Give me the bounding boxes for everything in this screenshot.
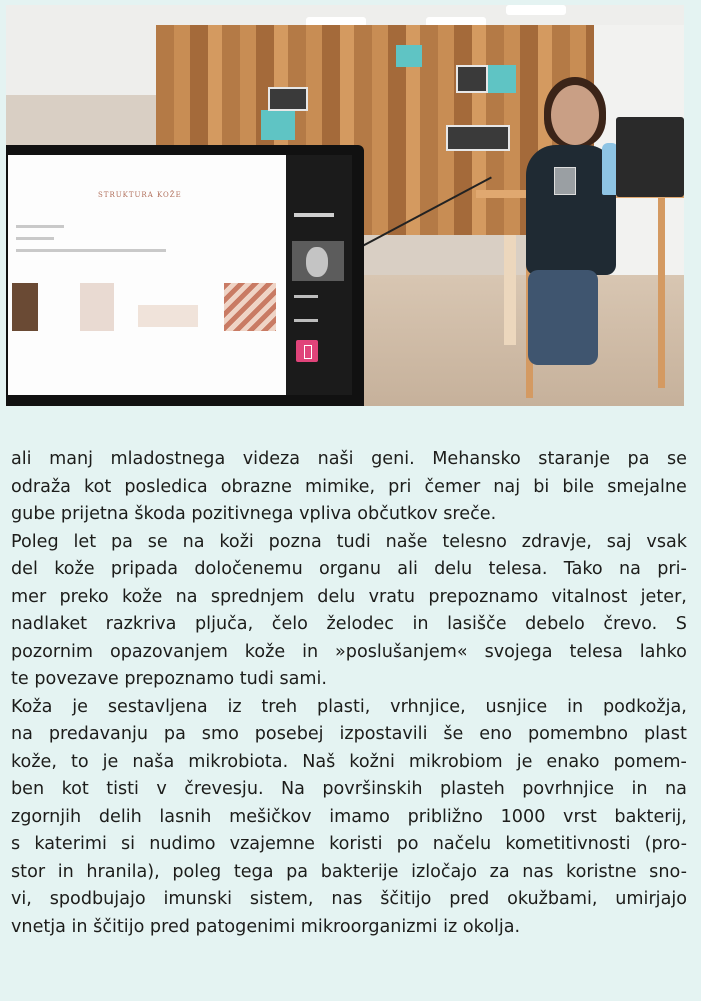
teal-shelf [486,65,516,93]
article-text [11,446,687,941]
teal-shelf [261,110,295,140]
speaker-laptop [616,117,684,197]
speaker-head [551,85,599,145]
article-line: kože, to je naša mikrobiota. Naš kožni mikrobiom je enako pomem- [11,751,687,772]
speaker-legs [528,270,598,365]
slide-text-line [16,225,64,228]
article-line: stor in hranila), poleg tega pa bakterije izločajo za nas koristne sno- [11,861,687,882]
article-line: ali manj mladostnega videza naši geni. Mehansko staranje pa se [11,449,687,469]
panel-label [294,295,318,298]
article-line: gube prijetna škoda pozitivnega vpliva občutkov sreče. [11,504,497,524]
ceiling-light [506,5,566,15]
teal-shelf [396,45,422,67]
article-line: odraža kot posledica obrazne mimike, pri čemer naj bi bile smejalne [11,476,687,497]
video-call-panel [286,155,352,395]
article-line: na predavanju pa smo posebej izpostavili še eno pomembno plast [11,724,687,744]
monitor-screen [8,155,352,395]
lecture-photo [6,5,684,406]
slide-image [138,305,198,327]
article-line: Koža je sestavljena iz treh plasti, vrhnjice, usnjice in podkožja, [11,696,687,717]
article-line: vi, spodbujajo imunski sistem, nas ščitijo pred okužbami, umirjajo [11,889,687,909]
chair [504,235,516,345]
wall-picture [268,87,308,111]
article-line: zgornjih delih lasnih mešičkov imamo približno 1000 vrst bakterij, [11,806,687,827]
table-leg [658,198,665,388]
slide-image [80,283,114,331]
article-line: del kože pripada določenemu organu ali delu telesa. Tako na pri- [11,559,687,579]
article-line: mer preko kože na sprednjem delu vratu prepoznamo vitalnost jeter, [11,586,687,607]
slide-image [12,283,38,331]
wall-picture [456,65,488,93]
panel-label [294,319,318,322]
article-line: Poleg let pa se na koži pozna tudi naše telesno zdravje, saj vsak [11,531,687,552]
article-line: ben kot tisti v črevesju. Na površinskih plasteh povrhnjice in na [11,779,687,799]
wall-picture [446,125,510,151]
slide-title: STRUKTURA KOŽE [98,191,182,199]
article-line: nadlaket razkriva pljuča, čelo želodec in lasišče debelo črevo. S [11,614,687,634]
article-line: vnetja in ščitijo pred patogenimi mikroorganizmi iz okolja. [11,916,521,937]
article-line: te povezave prepoznamo tudi sami. [11,669,328,689]
participant-face [306,247,328,277]
participant-name [294,213,334,217]
article-line: pozornim opazovanjem kože in »poslušanjem« svojega telesa lahko [11,641,687,662]
water-glass [554,167,576,195]
slide-image [224,283,276,331]
slide-text-line [16,249,166,252]
presentation-slide [8,155,286,395]
article-line: s katerimi si nudimo vzajemne koristi po načelu kometitivnosti (pro- [11,834,687,854]
monitor [6,145,364,406]
share-button-icon [296,340,318,362]
slide-text-line [16,237,54,240]
